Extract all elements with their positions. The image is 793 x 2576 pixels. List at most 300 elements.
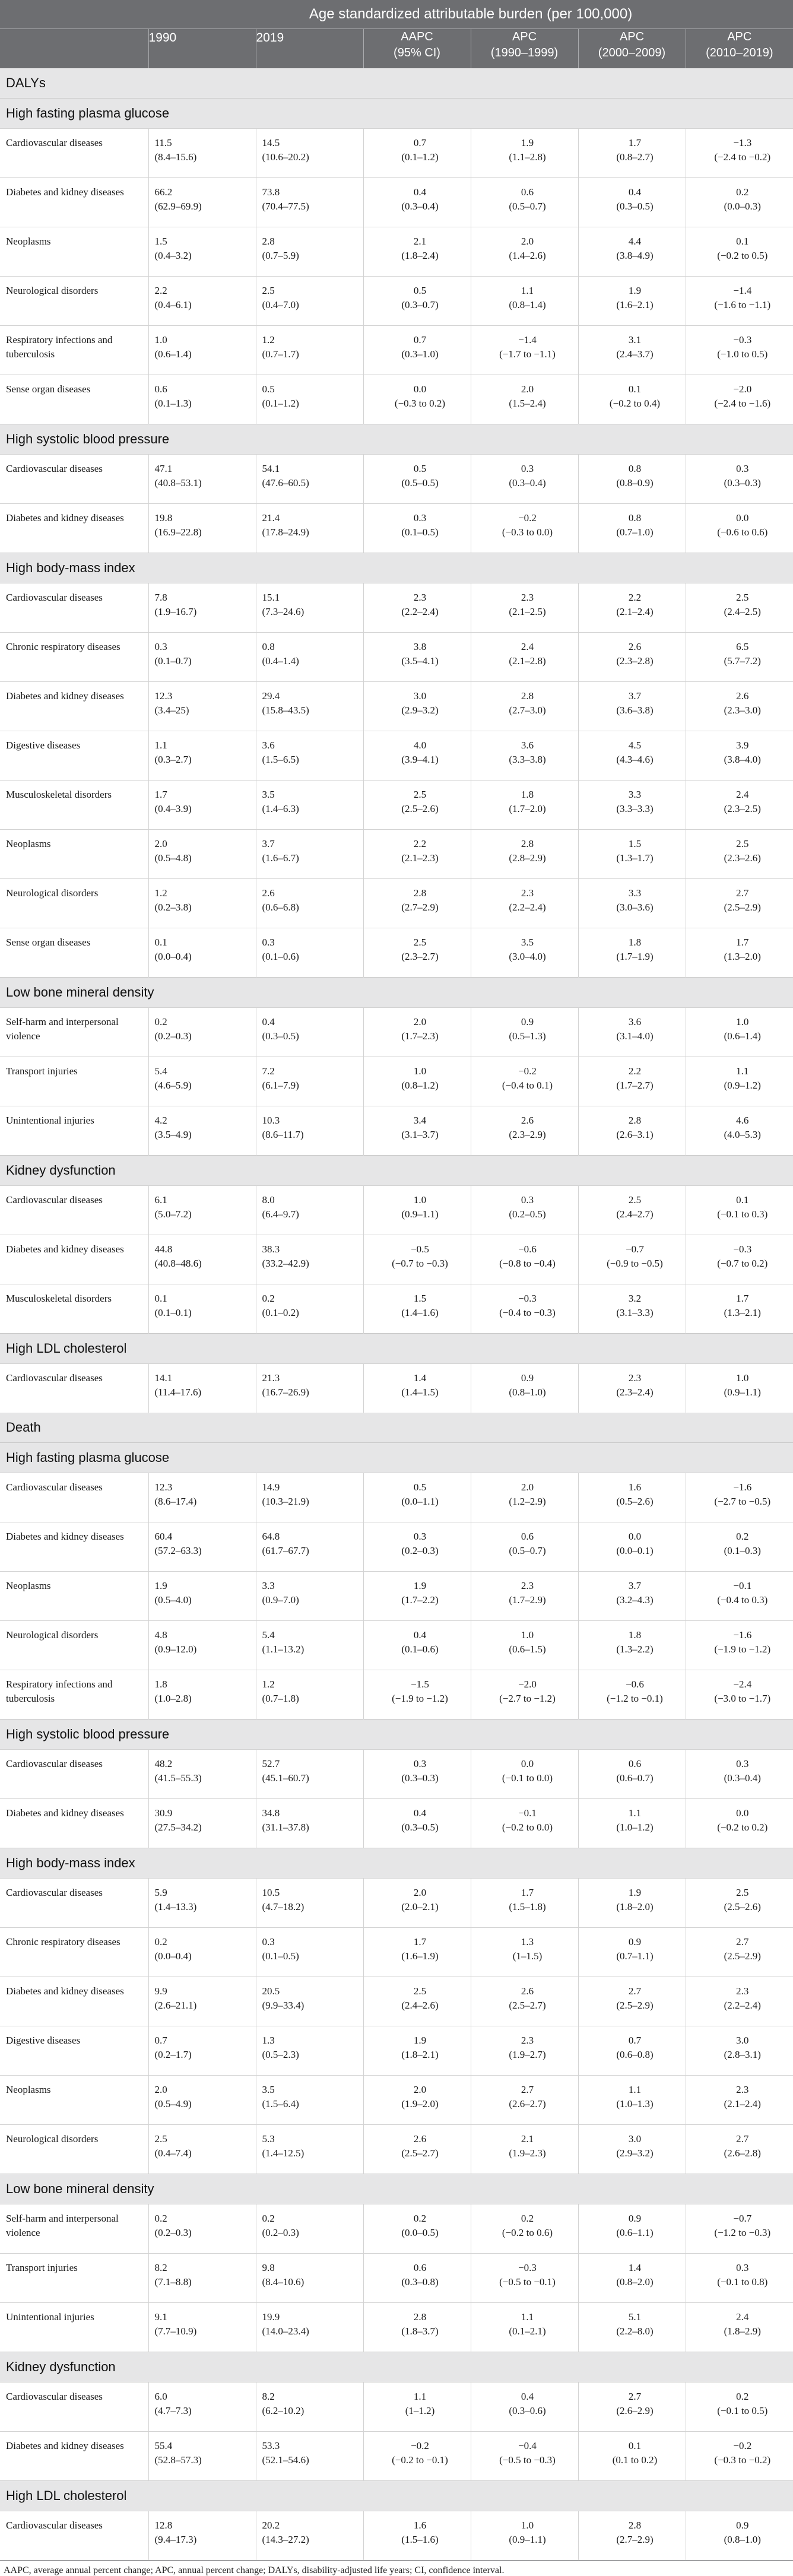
interval: (61.7–67.7)	[262, 1544, 363, 1558]
estimate: 2.5	[262, 284, 363, 298]
estimate: 34.8	[262, 1806, 363, 1820]
estimate: 1.1	[370, 2390, 471, 2404]
value-cell	[471, 1750, 578, 1799]
value-cell	[471, 455, 578, 504]
interval: (−0.2 to 0.2)	[692, 1820, 793, 1835]
risk-factor-title: High body-mass index	[0, 553, 793, 583]
estimate: 0.2	[262, 2212, 363, 2226]
interval: (0.4–6.1)	[155, 298, 256, 312]
estimate: 1.5	[155, 234, 256, 249]
interval: (0.1–0.7)	[155, 654, 256, 668]
interval: (0.4–1.4)	[262, 654, 363, 668]
value-cell	[471, 1572, 578, 1621]
value-cell	[471, 633, 578, 682]
estimate: 55.4	[155, 2439, 256, 2453]
estimate: 2.0	[370, 2083, 471, 2097]
interval: (16.9–22.8)	[155, 525, 256, 540]
cause-label: Musculoskeletal disorders	[0, 781, 148, 830]
group-header-title: Age standardized attributable burden (per 100,000)	[148, 0, 793, 29]
interval: (2.5–2.9)	[585, 1998, 686, 2013]
cause-label: Diabetes and kidney diseases	[0, 1235, 148, 1284]
estimate: 2.3	[477, 1579, 578, 1593]
estimate: 1.8	[477, 788, 578, 802]
column-header-line: (1990–1999)	[471, 45, 578, 61]
estimate: 7.2	[262, 1064, 363, 1078]
estimate: 4.5	[585, 738, 686, 753]
estimate: 1.9	[585, 284, 686, 298]
value-cell	[578, 504, 686, 553]
cause-label: Cardiovascular diseases	[0, 1750, 148, 1799]
interval: (7.7–10.9)	[155, 2324, 256, 2339]
estimate: 2.5	[370, 935, 471, 950]
estimate: 3.0	[370, 689, 471, 703]
estimate: 60.4	[155, 1530, 256, 1544]
interval: (31.1–37.8)	[262, 1820, 363, 1835]
interval: (0.0–0.4)	[155, 1949, 256, 1963]
value-cell	[363, 879, 471, 928]
interval: (8.4–10.6)	[262, 2275, 363, 2289]
estimate: −1.6	[692, 1480, 793, 1495]
interval: (1.7–2.2)	[370, 1593, 471, 1607]
interval: (3.0–3.6)	[585, 900, 686, 915]
estimate: 1.4	[370, 1371, 471, 1385]
estimate: 14.5	[262, 136, 363, 150]
interval: (0.7–1.7)	[262, 347, 363, 361]
value-cell	[471, 2303, 578, 2352]
interval: (3.9–4.1)	[370, 753, 471, 767]
cause-label: Unintentional injuries	[0, 2303, 148, 2352]
table-row	[0, 830, 793, 879]
interval: (3.3–3.3)	[585, 802, 686, 816]
value-cell	[578, 1928, 686, 1977]
value-cell	[256, 1235, 363, 1284]
interval: (57.2–63.3)	[155, 1544, 256, 1558]
estimate: 0.6	[477, 1530, 578, 1544]
table-row	[0, 1186, 793, 1235]
interval: (1.8–2.1)	[370, 2048, 471, 2062]
interval: (1.4–1.6)	[370, 1306, 471, 1320]
risk-factor-row	[0, 978, 793, 1008]
estimate: 2.7	[585, 2390, 686, 2404]
risk-factor-row	[0, 1156, 793, 1186]
value-cell	[363, 504, 471, 553]
estimate: 19.8	[155, 511, 256, 525]
table-row	[0, 326, 793, 375]
cause-label: Transport injuries	[0, 2254, 148, 2303]
estimate: 3.8	[370, 640, 471, 654]
estimate: 3.6	[477, 738, 578, 753]
cause-label: Diabetes and kidney diseases	[0, 1522, 148, 1572]
interval: (0.5–0.7)	[477, 1544, 578, 1558]
estimate: 0.2	[370, 2212, 471, 2226]
cause-label: Self-harm and interpersonal violence	[0, 1008, 148, 1057]
value-cell	[148, 781, 256, 830]
estimate: 0.9	[585, 1935, 686, 1949]
interval: (6.1–7.9)	[262, 1078, 363, 1093]
estimate: 0.2	[155, 1015, 256, 1029]
value-cell	[256, 129, 363, 178]
value-cell	[471, 879, 578, 928]
interval: (5.7–7.2)	[692, 654, 793, 668]
estimate: 0.8	[585, 511, 686, 525]
table-row	[0, 1799, 793, 1848]
estimate: 1.7	[585, 136, 686, 150]
interval: (1.9–16.7)	[155, 605, 256, 619]
interval: (0.1–2.1)	[477, 2324, 578, 2339]
interval: (−0.7 to 0.2)	[692, 1257, 793, 1271]
estimate: 0.0	[692, 1806, 793, 1820]
value-cell	[256, 1621, 363, 1670]
estimate: 30.9	[155, 1806, 256, 1820]
value-cell	[148, 2076, 256, 2125]
interval: (1.8–2.4)	[370, 249, 471, 263]
interval: (1.1–13.2)	[262, 1642, 363, 1657]
estimate: 20.5	[262, 1984, 363, 1998]
interval: (0.6–1.4)	[155, 347, 256, 361]
value-cell	[148, 326, 256, 375]
interval: (0.3–0.5)	[585, 199, 686, 214]
value-cell	[148, 2303, 256, 2352]
estimate: −0.2	[370, 2439, 471, 2453]
table-row	[0, 178, 793, 227]
interval: (1.3–1.7)	[585, 851, 686, 865]
risk-factor-title: High fasting plasma glucose	[0, 1443, 793, 1473]
value-cell	[578, 455, 686, 504]
column-header	[256, 29, 363, 69]
value-cell	[578, 2303, 686, 2352]
cause-label: Cardiovascular diseases	[0, 129, 148, 178]
value-cell	[471, 2383, 578, 2432]
estimate: 1.5	[370, 1292, 471, 1306]
cause-label: Transport injuries	[0, 1057, 148, 1106]
value-cell	[363, 928, 471, 978]
interval: (0.3–2.7)	[155, 753, 256, 767]
value-cell	[686, 928, 793, 978]
value-cell	[363, 731, 471, 781]
estimate: 1.5	[585, 837, 686, 851]
value-cell	[471, 1522, 578, 1572]
value-cell	[686, 682, 793, 731]
value-cell	[471, 504, 578, 553]
value-cell	[578, 277, 686, 326]
interval: (3.0–4.0)	[477, 950, 578, 964]
interval: (3.1–3.7)	[370, 1128, 471, 1142]
cause-label: Chronic respiratory diseases	[0, 1928, 148, 1977]
interval: (1.8–2.0)	[585, 1900, 686, 1914]
interval: (−2.7 to −0.5)	[692, 1495, 793, 1509]
section-title: Death	[0, 1413, 793, 1443]
interval: (2.4–3.7)	[585, 347, 686, 361]
estimate: −0.7	[585, 1242, 686, 1257]
estimate: −0.2	[692, 2439, 793, 2453]
cause-label: Diabetes and kidney diseases	[0, 682, 148, 731]
estimate: 0.1	[155, 1292, 256, 1306]
estimate: 0.3	[262, 1935, 363, 1949]
cause-label: Diabetes and kidney diseases	[0, 2432, 148, 2481]
interval: (2.1–2.8)	[477, 654, 578, 668]
cause-label: Neurological disorders	[0, 2125, 148, 2174]
interval: (0.4–3.9)	[155, 802, 256, 816]
table-row	[0, 1284, 793, 1334]
value-cell	[363, 1799, 471, 1848]
value-cell	[471, 1284, 578, 1334]
table-row	[0, 583, 793, 633]
value-cell	[148, 1057, 256, 1106]
interval: (1.3–2.2)	[585, 1642, 686, 1657]
interval: (2.5–2.6)	[692, 1900, 793, 1914]
value-cell	[471, 731, 578, 781]
value-cell	[471, 583, 578, 633]
cause-label: Neurological disorders	[0, 879, 148, 928]
value-cell	[686, 504, 793, 553]
value-cell	[256, 2254, 363, 2303]
risk-factor-row	[0, 2174, 793, 2204]
value-cell	[256, 375, 363, 424]
column-header-line: APC	[579, 29, 686, 45]
value-cell	[256, 1106, 363, 1156]
table-row	[0, 2204, 793, 2254]
value-cell	[686, 1522, 793, 1572]
value-cell	[256, 633, 363, 682]
value-cell	[686, 1670, 793, 1720]
interval: (52.8–57.3)	[155, 2453, 256, 2467]
estimate: 0.4	[477, 2390, 578, 2404]
risk-factor-title: High fasting plasma glucose	[0, 99, 793, 129]
value-cell	[686, 1572, 793, 1621]
interval: (−0.5 to −0.1)	[477, 2275, 578, 2289]
interval: (0.2–1.7)	[155, 2048, 256, 2062]
interval: (9.4–17.3)	[155, 2533, 256, 2547]
estimate: 2.0	[155, 2083, 256, 2097]
estimate: 1.1	[477, 284, 578, 298]
interval: (0.5–4.9)	[155, 2097, 256, 2111]
value-cell	[256, 2204, 363, 2254]
value-cell	[148, 277, 256, 326]
estimate: 8.2	[155, 2261, 256, 2275]
table-row	[0, 1057, 793, 1106]
value-cell	[256, 2076, 363, 2125]
cause-label: Chronic respiratory diseases	[0, 633, 148, 682]
estimate: 0.1	[692, 1193, 793, 1207]
value-cell	[578, 2026, 686, 2076]
value-cell	[686, 1977, 793, 2026]
estimate: 2.3	[370, 591, 471, 605]
cause-label: Neoplasms	[0, 1572, 148, 1621]
value-cell	[578, 129, 686, 178]
cause-label: Musculoskeletal disorders	[0, 1284, 148, 1334]
interval: (−0.2 to −0.1)	[370, 2453, 471, 2467]
interval: (0.4–7.4)	[155, 2146, 256, 2161]
cause-label: Cardiovascular diseases	[0, 1879, 148, 1928]
value-cell	[578, 1750, 686, 1799]
value-cell	[363, 682, 471, 731]
value-cell	[686, 2511, 793, 2561]
interval: (10.3–21.9)	[262, 1495, 363, 1509]
value-cell	[256, 326, 363, 375]
estimate: 2.3	[477, 591, 578, 605]
interval: (2.1–2.3)	[370, 851, 471, 865]
value-cell	[578, 1473, 686, 1522]
value-cell	[471, 178, 578, 227]
estimate: −0.3	[692, 333, 793, 347]
estimate: 0.3	[262, 935, 363, 950]
estimate: 3.6	[262, 738, 363, 753]
estimate: 2.6	[585, 640, 686, 654]
estimate: −1.6	[692, 1628, 793, 1642]
interval: (1.8–3.7)	[370, 2324, 471, 2339]
estimate: 73.8	[262, 185, 363, 199]
interval: (0.8–0.9)	[585, 476, 686, 490]
interval: (−2.7 to −1.2)	[477, 1692, 578, 1706]
interval: (2.4–2.7)	[585, 1207, 686, 1222]
value-cell	[578, 633, 686, 682]
estimate: 0.7	[370, 136, 471, 150]
interval: (1.4–12.5)	[262, 2146, 363, 2161]
value-cell	[578, 830, 686, 879]
risk-factor-title: Kidney dysfunction	[0, 2352, 793, 2383]
interval: (2.2–2.4)	[477, 900, 578, 915]
interval: (2.4–2.6)	[370, 1998, 471, 2013]
value-cell	[148, 1473, 256, 1522]
section-title: DALYs	[0, 68, 793, 99]
value-cell	[148, 1522, 256, 1572]
estimate: 8.0	[262, 1193, 363, 1207]
estimate: 1.9	[585, 1886, 686, 1900]
estimate: 0.3	[692, 1757, 793, 1771]
estimate: −1.5	[370, 1677, 471, 1692]
interval: (2.3–2.7)	[370, 950, 471, 964]
interval: (0.3–0.7)	[370, 298, 471, 312]
value-cell	[686, 731, 793, 781]
estimate: −2.4	[692, 1677, 793, 1692]
value-cell	[363, 2383, 471, 2432]
interval: (2.5–2.9)	[692, 900, 793, 915]
value-cell	[148, 1670, 256, 1720]
value-cell	[686, 277, 793, 326]
interval: (2.4–2.5)	[692, 605, 793, 619]
risk-factor-row	[0, 553, 793, 583]
estimate: 2.5	[692, 837, 793, 851]
interval: (1.6–6.7)	[262, 851, 363, 865]
value-cell	[578, 781, 686, 830]
column-header-line: (95% CI)	[364, 45, 471, 61]
estimate: −1.4	[477, 333, 578, 347]
value-cell	[686, 1235, 793, 1284]
table-row	[0, 129, 793, 178]
interval: (1.0–1.2)	[585, 1820, 686, 1835]
interval: (−0.2 to 0.6)	[477, 2226, 578, 2240]
value-cell	[686, 781, 793, 830]
interval: (3.8–4.0)	[692, 753, 793, 767]
value-cell	[363, 1364, 471, 1413]
estimate: 0.0	[477, 1757, 578, 1771]
value-cell	[686, 583, 793, 633]
interval: (52.1–54.6)	[262, 2453, 363, 2467]
estimate: −0.6	[477, 1242, 578, 1257]
value-cell	[148, 2254, 256, 2303]
value-cell	[471, 277, 578, 326]
interval: (−0.3 to 0.2)	[370, 396, 471, 411]
header-corner	[0, 0, 148, 29]
value-cell	[578, 178, 686, 227]
estimate: 52.7	[262, 1757, 363, 1771]
estimate: −0.7	[692, 2212, 793, 2226]
estimate: 2.0	[370, 1886, 471, 1900]
estimate: 0.8	[262, 640, 363, 654]
value-cell	[686, 1284, 793, 1334]
interval: (0.9–1.1)	[370, 1207, 471, 1222]
cause-label: Cardiovascular diseases	[0, 583, 148, 633]
estimate: −2.0	[692, 382, 793, 396]
interval: (−0.1 to 0.8)	[692, 2275, 793, 2289]
value-cell	[471, 682, 578, 731]
interval: (2.9–3.2)	[585, 2146, 686, 2161]
estimate: 1.0	[370, 1064, 471, 1078]
estimate: 2.8	[585, 1113, 686, 1128]
estimate: 2.6	[477, 1113, 578, 1128]
estimate: 4.4	[585, 234, 686, 249]
estimate: 1.4	[585, 2261, 686, 2275]
table-row	[0, 781, 793, 830]
value-cell	[686, 1057, 793, 1106]
interval: (2.9–3.2)	[370, 703, 471, 718]
interval: (0.5–2.3)	[262, 2048, 363, 2062]
interval: (0.5–1.3)	[477, 1029, 578, 1043]
estimate: 0.3	[477, 1193, 578, 1207]
interval: (−0.4 to 0.1)	[477, 1078, 578, 1093]
cause-label: Neoplasms	[0, 2076, 148, 2125]
estimate: 1.0	[477, 1628, 578, 1642]
interval: (0.8–1.4)	[477, 298, 578, 312]
value-cell	[256, 1522, 363, 1572]
estimate: 3.5	[262, 788, 363, 802]
value-cell	[578, 1977, 686, 2026]
value-cell	[363, 1572, 471, 1621]
value-cell	[686, 1879, 793, 1928]
value-cell	[363, 2511, 471, 2561]
cause-label: Neoplasms	[0, 830, 148, 879]
interval: (27.5–34.2)	[155, 1820, 256, 1835]
estimate: 0.0	[585, 1530, 686, 1544]
table-row	[0, 455, 793, 504]
column-header	[148, 29, 256, 69]
estimate: 0.5	[370, 1480, 471, 1495]
value-cell	[256, 1572, 363, 1621]
estimate: 2.5	[692, 1886, 793, 1900]
interval: (40.8–53.1)	[155, 476, 256, 490]
value-cell	[363, 375, 471, 424]
cause-label: Sense organ diseases	[0, 375, 148, 424]
cause-label: Self-harm and interpersonal violence	[0, 2204, 148, 2254]
cause-label: Unintentional injuries	[0, 1106, 148, 1156]
table-row	[0, 1522, 793, 1572]
interval: (11.4–17.6)	[155, 1385, 256, 1400]
interval: (1.4–1.5)	[370, 1385, 471, 1400]
table-row	[0, 277, 793, 326]
estimate: 3.3	[585, 788, 686, 802]
estimate: 14.1	[155, 1371, 256, 1385]
value-cell	[686, 2303, 793, 2352]
interval: (2.5–2.9)	[692, 1949, 793, 1963]
interval: (−0.1 to 0.3)	[692, 1207, 793, 1222]
estimate: 15.1	[262, 591, 363, 605]
estimate: −0.2	[477, 511, 578, 525]
estimate: 0.9	[477, 1015, 578, 1029]
interval: (−1.7 to −1.1)	[477, 347, 578, 361]
value-cell	[363, 1057, 471, 1106]
interval: (2.5–2.7)	[370, 2146, 471, 2161]
estimate: 1.7	[477, 1886, 578, 1900]
